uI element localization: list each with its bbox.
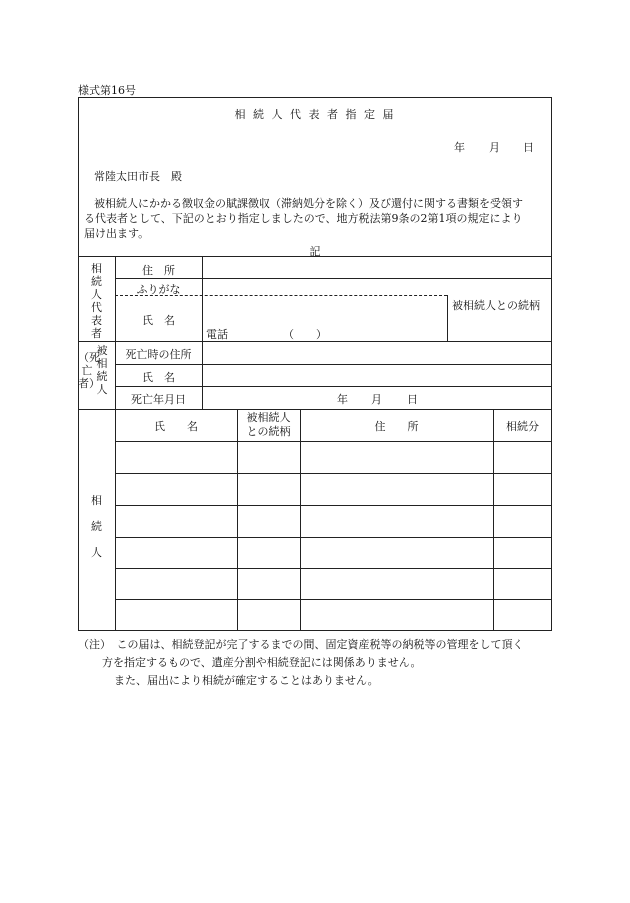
rep-address-label: 住 所 (142, 264, 175, 277)
date-month-label: 月 (489, 141, 500, 154)
dec-death-year: 年 (337, 393, 348, 406)
heir-col-address: 住 所 (374, 420, 419, 433)
line-table-top (78, 256, 552, 257)
note-line-3: また、届出により相続が確定することはありません。 (114, 674, 379, 687)
date-day-label: 日 (523, 141, 534, 154)
form-title: 相 続 人 代 表 者 指 定 届 (234, 108, 396, 121)
date-year-label: 年 (454, 141, 465, 154)
body-line-2: る代表者として、下記のとおり指定しましたので、地方税法第9条の2第1項の規定により (84, 212, 523, 225)
rep-section-label: 相 続 人 代 表 者 (91, 262, 102, 340)
line-heir-row-5 (115, 599, 552, 600)
ki-label: 記 (309, 245, 321, 258)
body-line-1: 被相続人にかかる徴収金の賦課徴収（滞納処分を除く）及び還付に関する書類を受領す (94, 197, 523, 210)
rep-phone-paren: （ ） (283, 328, 327, 341)
note-line-2: 方を指定するもので、遺産分割や相続登記には関係ありません。 (102, 656, 422, 669)
line-dec-bottom (78, 409, 552, 410)
line-heir-header (115, 441, 552, 442)
line-heir-row-2 (115, 505, 552, 506)
form-number: 様式第16号 (78, 84, 136, 97)
note-line-1: （注） この届は、相続登記が完了するまでの間、固定資産税等の納税等の管理をして頂く (78, 638, 524, 651)
line-heir-row-1 (115, 473, 552, 474)
rep-relation-label: 被相続人との続柄 (452, 299, 540, 312)
rep-furigana-label: ふりがな (136, 283, 181, 296)
heir-section-label: 相 続 人 (91, 494, 102, 559)
line-heir-col-3 (493, 409, 494, 631)
heir-col-relation: 被相続人 との続柄 (246, 411, 291, 438)
line-heir-col-2 (300, 409, 301, 631)
rep-name-label: 氏 名 (142, 314, 175, 327)
line-heir-row-4 (115, 568, 552, 569)
rep-phone-label: 電話 (206, 328, 228, 341)
heir-col-name: 氏 名 (154, 420, 198, 433)
line-heir-col-1 (237, 409, 238, 631)
line-dec-address (115, 364, 552, 365)
body-line-3: 届け出ます。 (84, 227, 150, 240)
dec-death-date-label: 死亡年月日 (131, 393, 186, 406)
dec-death-month: 月 (371, 393, 382, 406)
addressee: 常陸太田市長 殿 (94, 170, 182, 183)
line-relation-divider (447, 295, 448, 341)
dec-section-label: 被 相 続 人 (96, 344, 108, 396)
line-dec-name (115, 386, 552, 387)
line-rep-address (115, 278, 552, 279)
dec-name-label: 氏 名 (142, 371, 175, 384)
heir-col-share: 相続分 (506, 420, 539, 433)
dec-address-label: 死亡時の住所 (125, 348, 192, 361)
line-label-divider (202, 256, 203, 409)
line-heir-row-3 (115, 537, 552, 538)
dec-death-day: 日 (407, 393, 418, 406)
dec-section-paren: （死 亡 者） (78, 351, 100, 390)
